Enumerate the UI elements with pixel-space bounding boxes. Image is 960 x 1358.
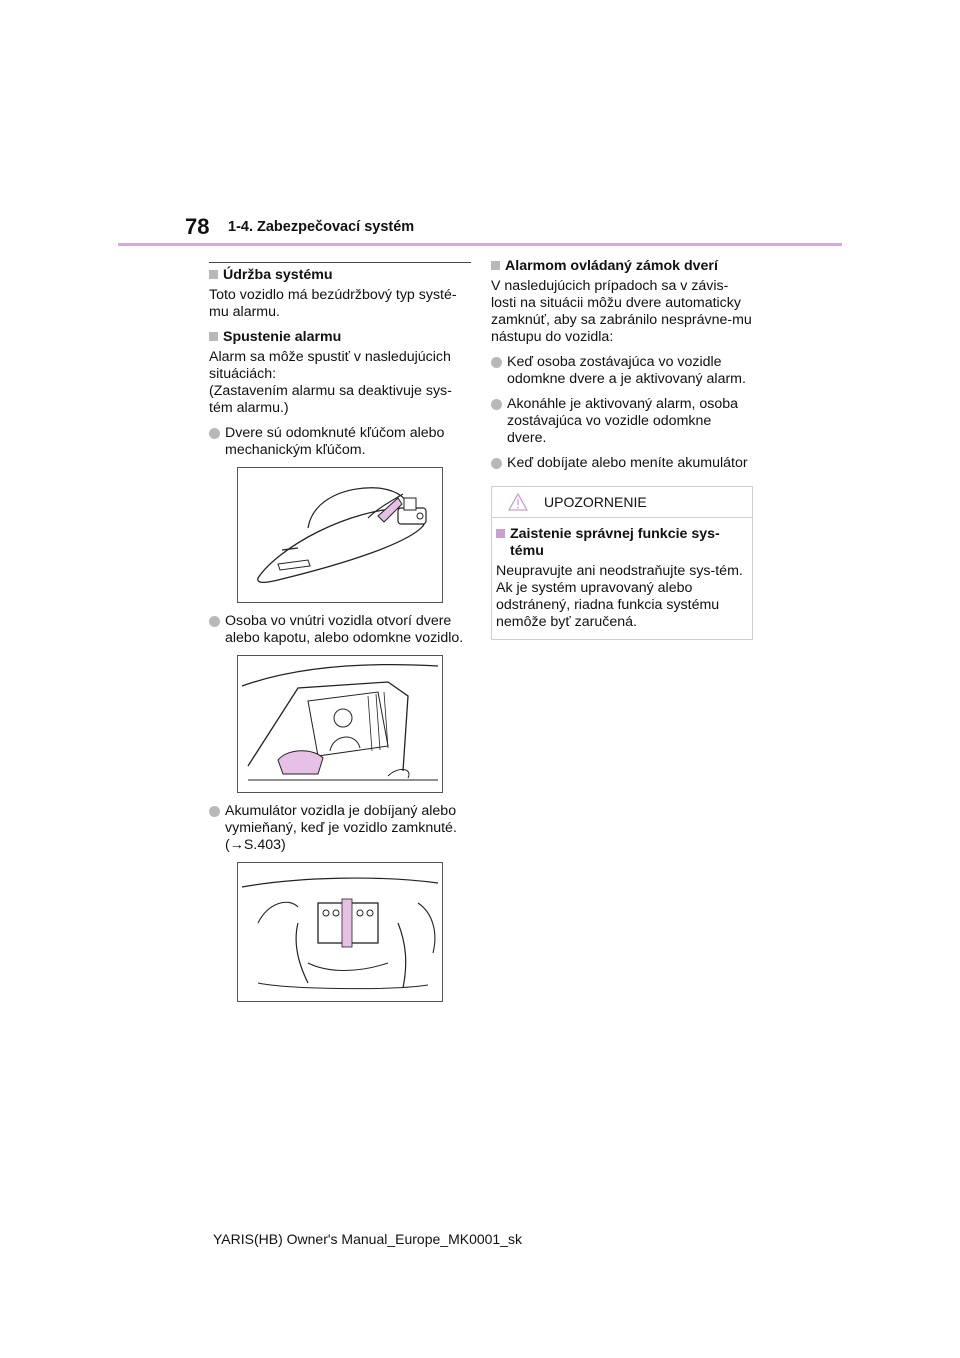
round-bullet-icon [209,428,220,439]
page-number: 78 [185,214,210,239]
left-column [209,262,471,1012]
door-lock-heading: Alarmom ovládaný zámok dverí [491,258,753,275]
square-bullet-icon [491,261,500,270]
square-bullet-icon [209,270,218,279]
square-bullet-icon [496,529,505,538]
door-handle-key-illustration [237,467,443,603]
maintenance-heading: Údržba systému [209,267,471,284]
warning-triangle-icon [508,493,528,511]
list-item: Dvere sú odomknuté kľúčom alebo mechanickým kľúčom. [209,425,471,459]
round-bullet-icon [491,399,502,410]
warning-text: Neupravujte ani neodstraňujte sys-tém. Ak je systém upravovaný alebo odstránený, riadna funkcia systému nemôže byť zaručená. [496,563,743,630]
door-lock-text: V nasledujúcich prípadoch sa v závis-losti na situácii môžu dvere automaticky zamknúť, aby sa zabránilo nesprávne-mu nástupu do vozidla: [491,278,752,345]
maintenance-text: Toto vozidlo má bezúdržbový typ systé-mu alarmu. [209,287,457,320]
round-bullet-icon [209,616,220,627]
list-item: Osoba vo vnútri vozidla otvorí dvere alebo kapotu, alebo odomkne vozidlo. [209,613,471,647]
list-item: Keď dobíjate alebo meníte akumulátor [491,455,753,472]
footer-text: YARIS(HB) Owner's Manual_Europe_MK0001_sk [213,1231,522,1247]
battery-replacement-illustration [237,862,443,1002]
trigger-heading: Spustenie alarmu [209,329,471,346]
warning-header [492,487,752,518]
warning-box [491,486,753,640]
header-rule [118,243,842,246]
list-item: Akonáhle je aktivovaný alarm, osoba zostávajúca vo vozidle odomkne dvere. [491,396,753,447]
round-bullet-icon [491,357,502,368]
trigger-text: Alarm sa môže spustiť v nasledujúcich situáciách: [209,349,451,382]
list-item: Akumulátor vozidla je dobíjaný alebo vymieňaný, keď je vozidlo zamknuté. (→S.403) [209,803,471,854]
round-bullet-icon [491,458,502,469]
trigger-note: (Zastavením alarmu sa deaktivuje sys-tém alarmu.) [209,383,452,416]
warning-body [492,518,752,639]
right-column [491,258,753,640]
section-title: 1-4. Zabezpečovací systém [228,219,415,235]
person-opening-door-illustration [237,655,443,793]
warning-heading: Zaistenie správnej funkcie sys-tému [496,526,748,560]
round-bullet-icon [209,806,220,817]
page-reference-link[interactable]: (→S.403) [225,837,286,853]
list-item: Keď osoba zostávajúca vo vozidle odomkne dvere a je aktivovaný alarm. [491,354,753,388]
warning-title: UPOZORNENIE [544,494,647,510]
square-bullet-icon [209,332,218,341]
